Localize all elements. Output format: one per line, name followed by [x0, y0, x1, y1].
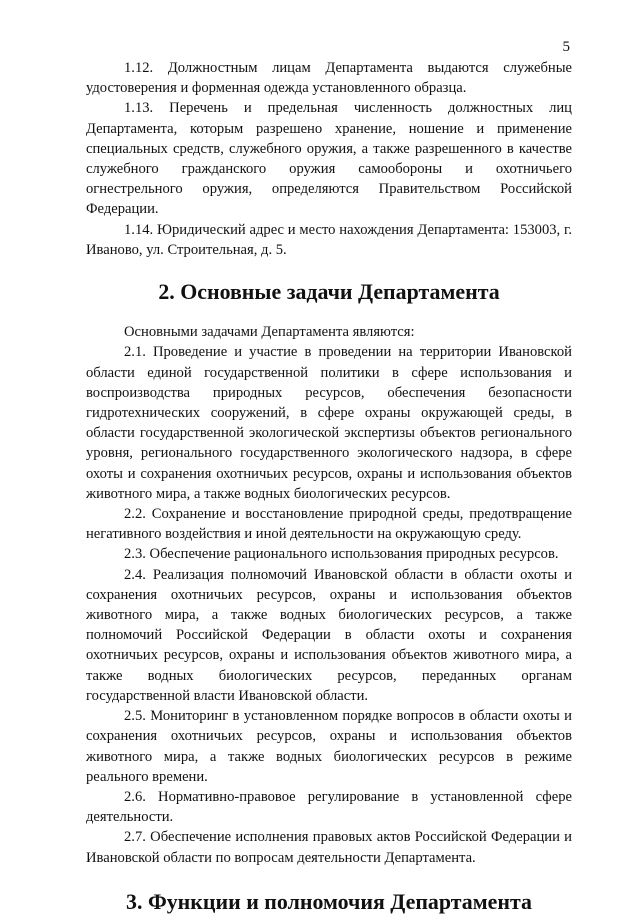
section-3-heading: 3. Функции и полномочия Департамента [126, 888, 532, 914]
paragraph-1-12: 1.12. Должностным лицам Департамента выдаются служебные удостоверения и форменная одежда установленного образца. [86, 60, 572, 97]
paragraph-2-4: 2.4. Реализация полномочий Ивановской области в области охоты и сохранения охотничьих ресурсов, охраны и использования объектов животного мира, а также водных биологических ресурсов, а также полномочий Российской Федерации в области охоты и сохранения охотничьих ресурсов, охраны и использования объектов животного мира, а также водных биологических ресурсов, переданных органам государственной власти Ивановской области. [86, 566, 572, 704]
paragraph-2-3: 2.3. Обеспечение рационального использования природных ресурсов. [124, 546, 559, 563]
paragraph-1-14: 1.14. Юридический адрес и место нахождения Департамента: 153003, г. Иваново, ул. Строительная, д. 5. [86, 221, 572, 258]
paragraph-2-1: 2.1. Проведение и участие в проведении на территории Ивановской области единой государственной политики в сфере использования и воспроизводства природных ресурсов, обеспечения безопасности гидротехнических сооружений, в сфере охраны окружающей среды, в области государственной экологической экспертизы объектов регионального уровня, регионального государственного экологического надзора, в сфере охоты и сохранения охотничьих ресурсов, охраны и использования объектов животного мира, а также водных биологических ресурсов. [86, 344, 572, 502]
paragraph-2-6: 2.6. Нормативно-правовое регулирование в установленной сфере деятельности. [86, 788, 572, 826]
paragraph-2-5: 2.5. Мониторинг в установленном порядке вопросов в области охоты и сохранения охотничьих ресурсов, охраны и использования объектов животного мира, а также водных биологических ресурсов в режиме реального времени. [86, 708, 572, 785]
page-number: 5 [562, 39, 570, 55]
paragraph-2-2: 2.2. Сохранение и восстановление природной среды, предотвращение негативного воздействия и иной деятельности на окружающую среду. [86, 506, 572, 543]
paragraph-1-13: 1.13. Перечень и предельная численность должностных лиц Департамента, которым разрешено хранение, ношение и применение специальных средств, служебного оружия, а также разрешенного в качестве служебного гражданского оружия самообороны и охотничьего огнестрельного оружия, определяются Правительством Российской Федерации. [86, 100, 572, 218]
paragraph-2-7: 2.7. Обеспечение исполнения правовых актов Российской Федерации и Ивановской области по вопросам деятельности Департамента. [86, 829, 572, 866]
section-2-intro: Основными задачами Департамента являются: [124, 324, 415, 341]
section-2-heading: 2. Основные задачи Департамента [158, 279, 500, 305]
document-body [86, 58, 572, 912]
